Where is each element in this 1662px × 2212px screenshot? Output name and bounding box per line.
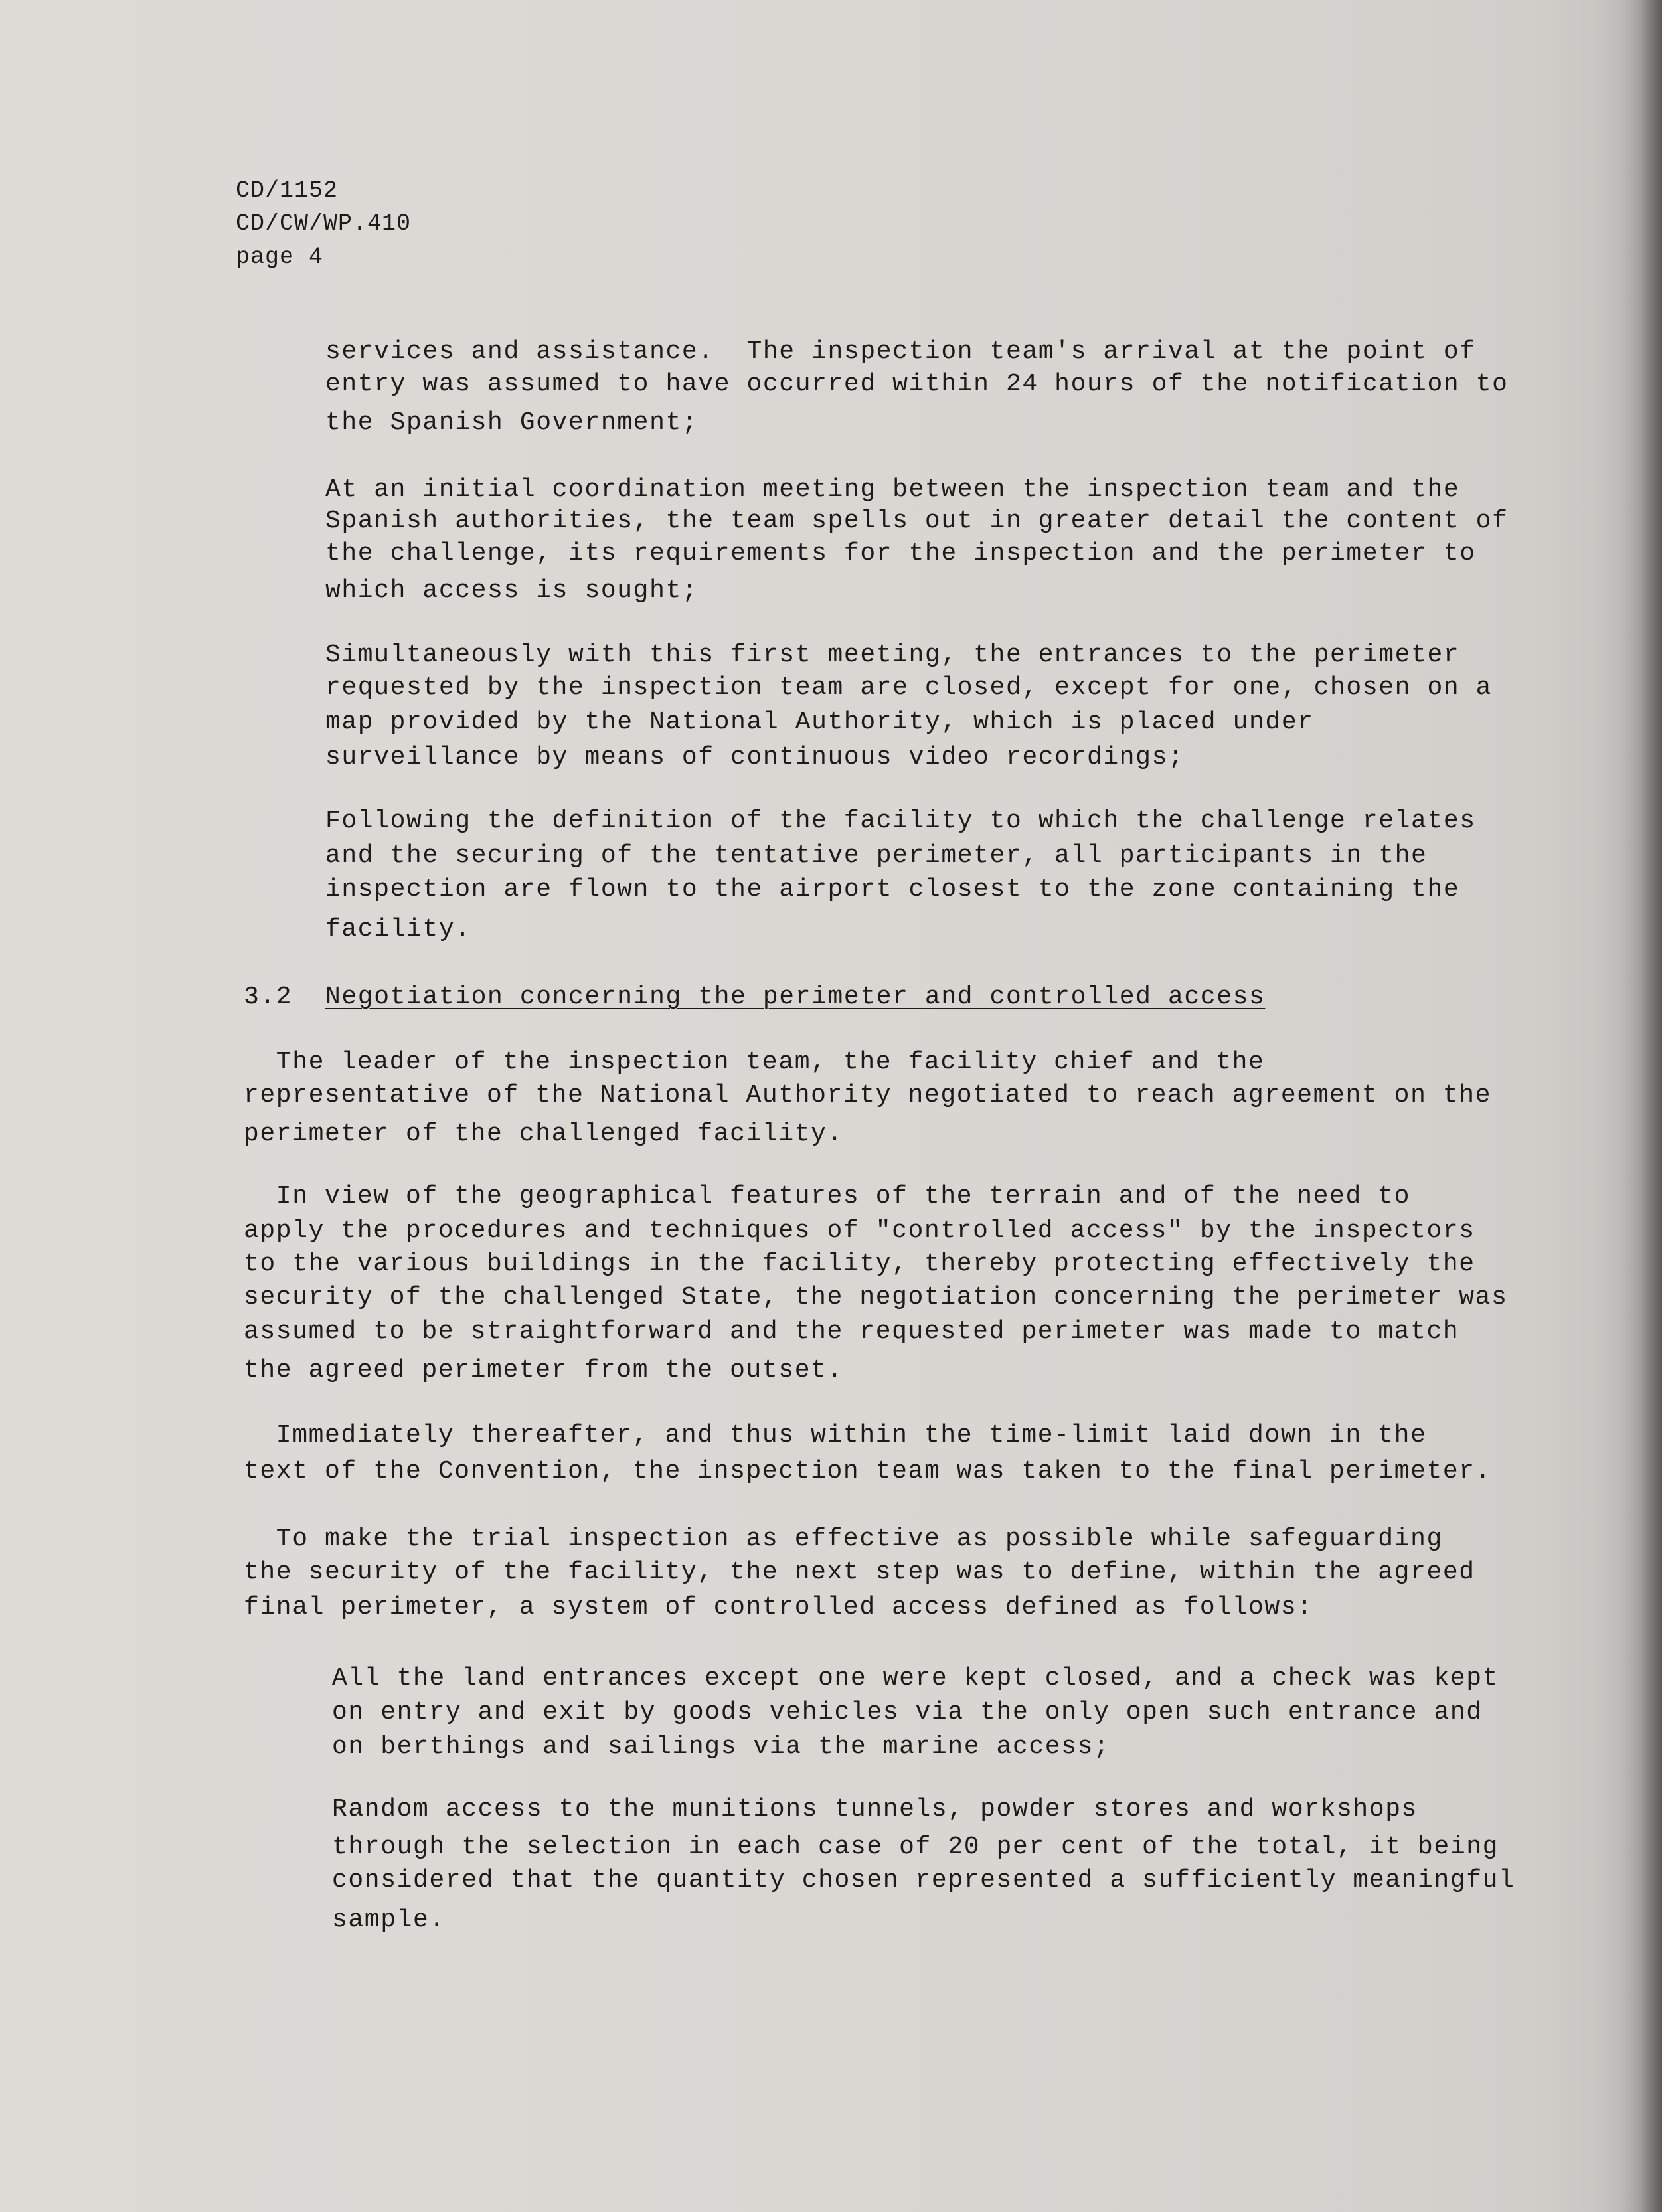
body-paragraph-1-line-2: representative of the National Authority negotiated to reach agreement on the <box>244 1081 1492 1110</box>
body-paragraph-2-line-3: to the various buildings in the facility, thereby protecting effectively the <box>244 1250 1475 1278</box>
document-header <box>236 174 411 274</box>
document-symbol-1: CD/1152 <box>236 177 339 204</box>
body-paragraph-4-line-1: To make the trial inspection as effective as possible while safeguarding <box>244 1525 1443 1553</box>
list-item-2-line-3: considered that the quantity chosen represented a sufficiently meaningful <box>332 1866 1515 1895</box>
list-item-2-line-1: Random access to the munitions tunnels, powder stores and workshops <box>332 1795 1418 1824</box>
paragraph-4-line-1: Following the definition of the facility to which the challenge relates <box>325 807 1476 835</box>
body-paragraph-3-line-1: Immediately thereafter, and thus within the time-limit laid down in the <box>244 1421 1427 1450</box>
list-item-1-line-1: All the land entrances except one were kept closed, and a check was kept <box>332 1664 1499 1693</box>
paragraph-2-line-1: At an initial coordination meeting between the inspection team and the <box>325 475 1460 504</box>
body-paragraph-2-line-6: the agreed perimeter from the outset. <box>244 1356 843 1385</box>
section-number: 3.2 <box>244 983 293 1011</box>
paragraph-4-line-2: and the securing of the tentative perimeter, all participants in the <box>325 841 1428 870</box>
paragraph-4-line-3: inspection are flown to the airport closest to the zone containing the <box>325 875 1460 904</box>
body-paragraph-2-line-2: apply the procedures and techniques of "controlled access" by the inspectors <box>244 1217 1475 1245</box>
paragraph-3-line-1: Simultaneously with this first meeting, the entrances to the perimeter <box>325 641 1460 669</box>
page-number: page 4 <box>236 244 324 270</box>
document-symbol-2: CD/CW/WP.410 <box>236 211 412 237</box>
body-paragraph-1-line-1: The leader of the inspection team, the facility chief and the <box>244 1048 1265 1076</box>
body-paragraph-1-line-3: perimeter of the challenged facility. <box>244 1120 843 1148</box>
body-paragraph-2-line-1: In view of the geographical features of the terrain and of the need to <box>244 1182 1411 1211</box>
body-paragraph-4-line-2: the security of the facility, the next step was to define, within the agreed <box>244 1558 1475 1586</box>
paragraph-1-line-1: services and assistance. The inspection team's arrival at the point of <box>325 337 1476 366</box>
list-item-2-line-2: through the selection in each case of 20 per cent of the total, it being <box>332 1833 1499 1861</box>
paragraph-1-line-3: the Spanish Government; <box>325 408 699 437</box>
body-paragraph-3-line-2: text of the Convention, the inspection team was taken to the final perimeter. <box>244 1457 1492 1486</box>
body-paragraph-2-line-5: assumed to be straightforward and the requested perimeter was made to match <box>244 1318 1459 1346</box>
list-item-2-line-4: sample. <box>332 1906 446 1934</box>
section-title: Negotiation concerning the perimeter and controlled access <box>325 983 1266 1011</box>
paragraph-1-line-2: entry was assumed to have occurred within 24 hours of the notification to <box>325 370 1509 398</box>
paragraph-2-line-2: Spanish authorities, the team spells out in greater detail the content of <box>325 507 1509 535</box>
list-item-1-line-3: on berthings and sailings via the marine access; <box>332 1733 1110 1761</box>
paragraph-3-line-2: requested by the inspection team are closed, except for one, chosen on a <box>325 673 1493 702</box>
paragraph-3-line-3: map provided by the National Authority, which is placed under <box>325 708 1314 736</box>
paragraph-2-line-3: the challenge, its requirements for the inspection and the perimeter to <box>325 539 1476 568</box>
body-paragraph-2-line-4: security of the challenged State, the negotiation concerning the perimeter was <box>244 1283 1508 1312</box>
paragraph-2-line-4: which access is sought; <box>325 576 699 605</box>
binding-shadow <box>1622 0 1662 2212</box>
paragraph-3-line-4: surveillance by means of continuous video recordings; <box>325 743 1185 772</box>
body-paragraph-4-line-3: final perimeter, a system of controlled access defined as follows: <box>244 1593 1313 1622</box>
list-item-1-line-2: on entry and exit by goods vehicles via the only open such entrance and <box>332 1698 1483 1727</box>
paragraph-4-line-4: facility. <box>325 915 471 944</box>
